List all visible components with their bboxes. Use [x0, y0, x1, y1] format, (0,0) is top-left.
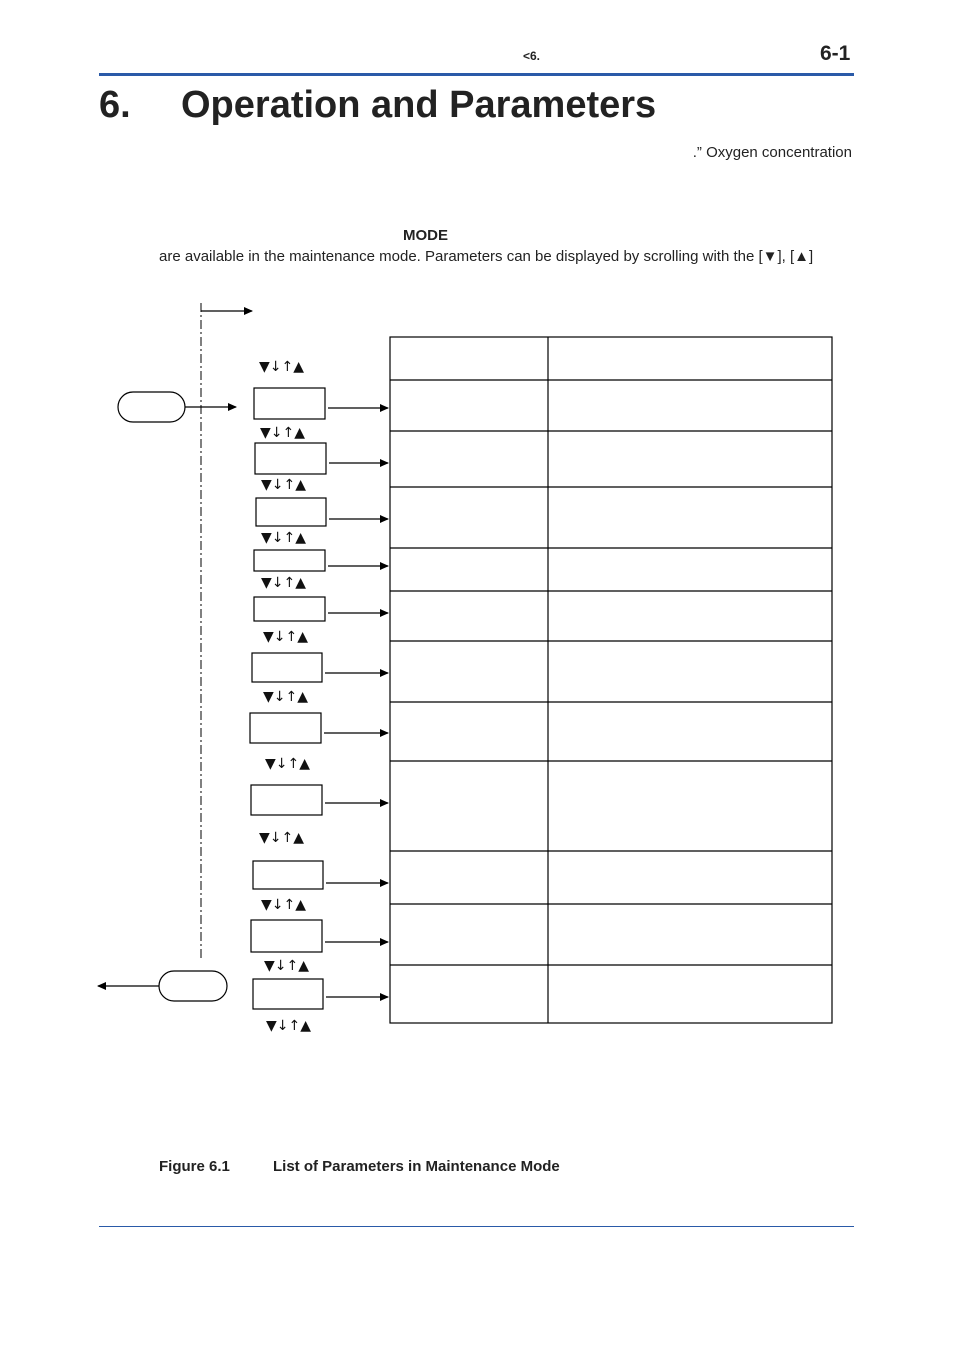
parameter-box-2	[255, 443, 326, 474]
scroll-indicator: ▼↓↑▲	[266, 1018, 311, 1034]
parameter-box-11	[253, 979, 323, 1009]
scroll-indicator: ▼↓↑▲	[261, 530, 306, 546]
parameter-box-9	[253, 861, 323, 889]
mode-description: are available in the maintenance mode. Parameters can be displayed by scrolling with the [▼], [▲]	[159, 248, 814, 265]
mode-label: MODE	[403, 227, 448, 244]
exit-pill	[159, 971, 227, 1001]
scroll-indicator: ▼↓↑▲	[260, 425, 305, 441]
parameter-box-3	[256, 498, 326, 526]
parameter-box-4	[254, 550, 325, 571]
scroll-indicator: ▼↓↑▲	[264, 958, 309, 974]
figure-number: Figure 6.1	[159, 1158, 230, 1175]
parameter-box-8	[251, 785, 322, 815]
parameter-box-10	[251, 920, 322, 952]
scroll-indicator: ▼↓↑▲	[261, 575, 306, 591]
parameter-table	[390, 337, 832, 1023]
scroll-indicator: ▼↓↑▲	[261, 897, 306, 913]
scroll-indicator: ▼↓↑▲	[259, 359, 304, 375]
scroll-indicator: ▼↓↑▲	[259, 830, 304, 846]
parameter-box-5	[254, 597, 325, 621]
figure-title: List of Parameters in Maintenance Mode	[273, 1158, 560, 1175]
scroll-indicator: ▼↓↑▲	[263, 629, 308, 645]
parameter-box-6	[252, 653, 322, 682]
chapter-title: Operation and Parameters	[181, 84, 657, 126]
footer-rule	[99, 1226, 854, 1227]
scroll-indicator: ▼↓↑▲	[263, 689, 308, 705]
scroll-indicator: ▼↓↑▲	[261, 477, 306, 493]
entry-pill	[118, 392, 185, 422]
header-chapter-ref: <6.	[523, 49, 541, 63]
intro-text: .” Oxygen concentration	[692, 144, 852, 161]
parameter-box-1	[254, 388, 325, 419]
scroll-indicator: ▼↓↑▲	[265, 756, 310, 772]
parameter-box-7	[250, 713, 321, 743]
chapter-number: 6.	[99, 84, 131, 126]
header-page-number: 6-1	[820, 42, 851, 65]
